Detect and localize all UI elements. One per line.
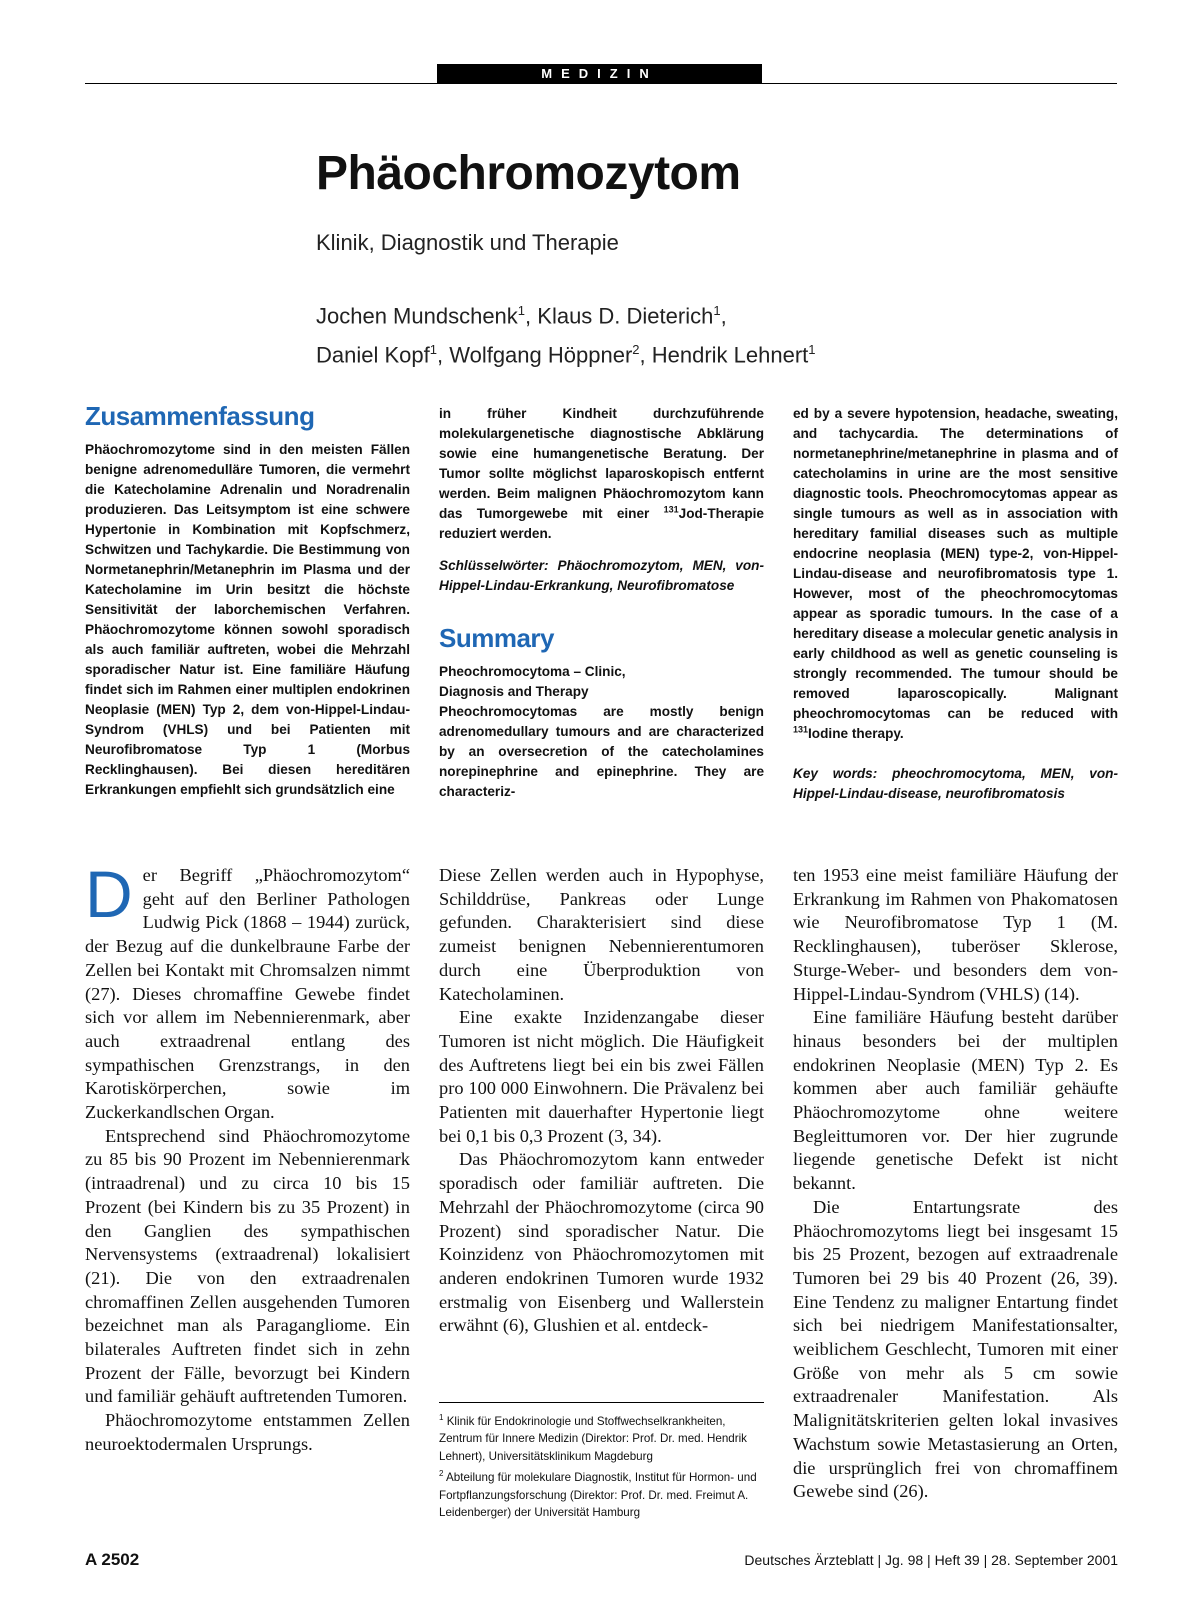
keywords-de: Schlüsselwörter: Phäochromozytom, MEN, von-Hippel-Lindau-Erkrankung, Neurofibromatose: [439, 558, 765, 593]
article-title: Phäochromozytom: [316, 147, 741, 200]
abstract-heading-de: Zusammenfassung: [85, 401, 315, 431]
drop-cap: D: [85, 857, 133, 931]
author-list: Jochen Mundschenk$^1$, Klaus D. Dieterich$^1$, Daniel Kopf$^1$, Wolfgang Höppner$^2$, Hendrik Lehnert$^1$: [316, 303, 816, 368]
author-name: Jochen Mundschenk: [316, 303, 518, 329]
section-header: MEDIZIN: [437, 64, 762, 83]
abstract-heading-en: Summary: [439, 623, 554, 653]
page-number: A 2502: [85, 1550, 140, 1569]
author-affiliation: 1: [517, 303, 526, 318]
footnote: $^2$ Abteilung für molekulare Diagnostik, Institut für Hormon- und Fortpflanzungsforschung (Direktor: Prof. Dr. med. Freimut A. Leidenberger) der Universität Hamburg: [439, 1469, 757, 1520]
body-paragraph: Der Begriff „Phäochromozytom“ geht auf den Berliner Pathologen Ludwig Pick (1868 – 1944) zurück, der Bezug auf die dunkelbraune Farbe der Zellen bei Kontakt mit Chromsalzen nimmt (27). Dieses chromaffine Gewebe findet sich vor allem im Nebennierenmark, aber auch extraadrenal entlang des sympathischen Grenzstrangs, in den Karotiskörperchen, sowie im Zuckerkandlschen Organ.: [85, 857, 410, 1123]
footnotes: [439, 1402, 764, 1522]
keywords-en: Key words: pheochromocytoma, MEN, von-Hippel-Lindau-disease, neurofibromatosis: [793, 766, 1118, 801]
body-paragraph: Diese Zellen werden auch in Hypophyse, Schilddrüse, Pankreas oder Lunge gefunden. Charakterisiert sind diese zumeist benignen Nebennierentumoren durch eine Überproduktion von Katecholaminen.: [439, 865, 764, 1004]
author-name: Klaus D. Dieterich: [537, 303, 714, 329]
journal-issue: Heft 39: [934, 1552, 980, 1568]
header-rule: [85, 83, 1117, 84]
abstract-text-de-continued: in früher Kindheit durchzuführende molekulargenetische diagnostische Abklärung sowie eine humangenetische Beratung. Der Tumor sollte möglichst laparoskopisch entfernt werden. Beim malignen Phäochromozytom kann das Tumorgewebe mit einer $^{131}$Jod-Therapie reduziert werden.: [439, 406, 764, 541]
journal-name: Deutsches Ärzteblatt: [744, 1552, 874, 1568]
body-column-2: [439, 864, 764, 1338]
journal-info: Deutsches Ärzteblatt | Jg. 98 | Heft 39 | 28. September 2001: [744, 1552, 1118, 1568]
author-name: Daniel Kopf: [316, 342, 430, 368]
body-paragraph: Eine exakte Inzidenzangabe dieser Tumoren ist nicht möglich. Die Häufigkeit des Auftretens liegt bei ein bis zwei Fällen pro 100 000 Einwohnern. Die Prävalenz bei Patienten mit dauerhafter Hypertonie liegt bei 0,1 bis 0,3 Prozent (3, 34).: [439, 1007, 764, 1146]
abstract-column-1: [85, 401, 410, 800]
author-affiliation: 1: [429, 342, 437, 358]
body-paragraph: Die Entartungsrate des Phäochromozytoms liegt bei insgesamt 15 bis 25 Prozent, bezogen auf extraadrenale Tumoren bei 29 bis 40 Prozent (26, 39). Eine Tendenz zu maligner Entartung findet sich bei niedrigem Manifestationsalter, weiblichem Geschlecht, Tumoren mit einer Größe von mehr als 5 cm sowie extraadrenaler Manifestation. Als Malignitätskriterien gelten lokal invasives Wachstum sowie Metastasierung an Orten, die ursprünglich frei von chromaffinem Gewebe sind (26).: [793, 1196, 1118, 1502]
journal-date: 28. September 2001: [991, 1552, 1118, 1568]
author-affiliation: 1: [713, 303, 721, 318]
body-paragraph: Phäochromozytome entstammen Zellen neuroektodermalen Ursprungs.: [85, 1410, 410, 1454]
article-subtitle: Klinik, Diagnostik und Therapie: [316, 230, 619, 255]
author-name: Wolfgang Höppner: [449, 342, 633, 368]
abstract-text-en: Pheochromocytomas are mostly benign adrenomedullary tumours and are characterized by an oversecretion of the catecholamines norepinephrine and epinephrine. They are characteriz-: [439, 704, 764, 799]
body-column-1: [85, 857, 410, 1457]
body-paragraph: Eine familiäre Häufung besteht darüber hinaus besonders bei der multiplen endokrinen Neoplasie (MEN) Typ 2. Es kommen aber auch familiär gehäufte Phäochromozytome ohne weitere Begleittumoren vor. Der hier zugrunde liegende genetische Defekt ist nicht bekannt.: [793, 1007, 1118, 1194]
body-paragraph: Das Phäochromozytom kann entweder sporadisch oder familiär auftreten. Die Mehrzahl der Phäochromozytome (circa 90 Prozent) sind sporadischer Natur. Die Koinzidenz von Phäochromozytomen mit anderen endokrinen Tumoren wurde 1932 erstmalig von Eisenberg und Wallerstein erwähnt (6), Glushien et al. entdeck-: [439, 1149, 764, 1336]
summary-title: Pheochromocytoma – Clinic, Diagnosis and Therapy: [439, 664, 626, 699]
author-name: Hendrik Lehnert: [651, 342, 809, 368]
abstract-column-3: [793, 404, 1118, 804]
body-column-3: [793, 864, 1118, 1504]
author-affiliation: 1: [808, 342, 816, 358]
author-affiliation: 2: [632, 342, 640, 358]
abstract-text-de: Phäochromozytome sind in den meisten Fällen benigne adrenomedulläre Tumoren, die vermehrt die Katecholamine Adrenalin und Noradrenalin produzieren. Das Leitsymptom ist eine schwere Hypertonie in Kombination mit Kopfschmerz, Schwitzen und Tachykardie. Die Bestimmung von Normetanephrin/Metanephrin im Plasma und der Katecholamine im Urin besitzt die höchste Sensitivität der laborchemischen Verfahren. Phäochromozytome können sowohl sporadisch als auch familiär auftreten, wobei die Mehrzahl sporadischer Natur ist. Eine familiäre Häufung findet sich im Rahmen einer multiplen endokrinen Neoplasie (MEN) Typ 2, dem von-Hippel-Lindau-Syndrom (VHLS) und bei Patienten mit Neurofibromatose Typ 1 (Morbus Recklinghausen). Bei diesen hereditären Erkrankungen empfiehlt sich grundsätzlich eine: [85, 442, 410, 797]
body-paragraph: ten 1953 eine meist familiäre Häufung der Erkrankung im Rahmen von Phakomatosen wie Neurofibromatose Typ 1 (M. Recklinghausen), tuberöser Sklerose, Sturge-Weber- und besonders dem von-Hippel-Lindau-Syndrom (VHLS) (14).: [793, 865, 1118, 1004]
abstract-text-en-continued: ed by a severe hypotension, headache, sweating, and tachycardia. The determinations of normetanephrine/metanephrine in plasma and of catecholamins in urine are the most sensitive diagnostic tools. Pheochromocytomas appear as single tumours as well as in association with hereditary familial diseases such as multiple endocrine neoplasia (MEN) type-2, von-Hippel-Lindau-disease and neurofibromatosis type 1. However, most of the pheochromocytomas appear as sporadic tumours. In the case of a hereditary disease a molecular genetic analysis in early childhood as well as genetic counseling is strongly recommended. The tumour should be removed laparoscopically. Malignant pheochromocytomas can be reduced with $^{131}$Iodine therapy.: [793, 406, 1118, 741]
body-paragraph: Entsprechend sind Phäochromozytome zu 85 bis 90 Prozent im Nebennierenmark (intraadrenal) und zu circa 10 bis 15 Prozent (bei Kindern bis zu 35 Prozent) in den Ganglien des sympathischen Nervensystems (extraadrenal) lokalisiert (21). Die von den extraadrenalen chromaffinen Zellen ausgehenden Tumoren bezeichnet man als Paragangliome. Ein bilaterales Auftreten findet sich in zehn Prozent der Fälle, bevorzugt bei Kindern und familiär gehäuft auftretenden Tumoren.: [85, 1125, 410, 1407]
footnote: $^1$ Klinik für Endokrinologie und Stoffwechselkrankheiten, Zentrum für Innere Medizin (Direktor: Prof. Dr. med. Hendrik Lehnert), Universitätsklinikum Magdeburg: [439, 1413, 747, 1463]
journal-volume: Jg. 98: [885, 1552, 924, 1568]
abstract-column-2: [439, 404, 764, 802]
